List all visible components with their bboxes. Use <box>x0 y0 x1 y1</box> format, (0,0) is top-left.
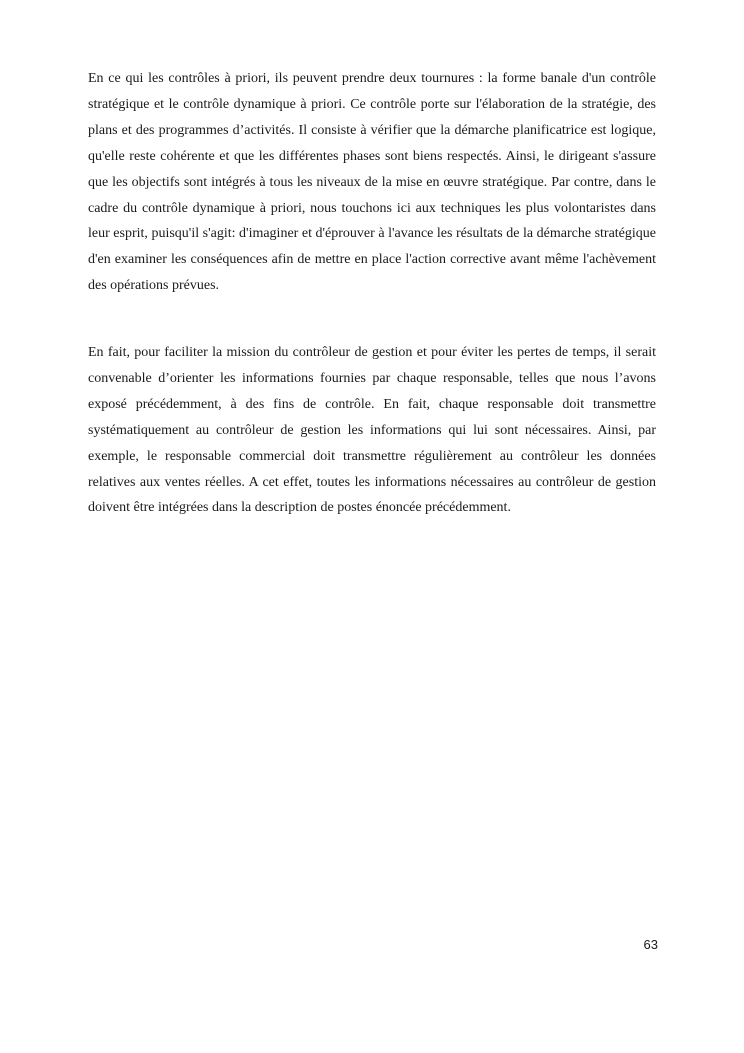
page-number: 63 <box>643 937 658 952</box>
paragraph-controleur-de-gestion: En fait, pour faciliter la mission du contrôleur de gestion et pour éviter les pertes de temps, il serait convenable d’orienter les informations fournies par chaque responsable, telles que nous l’avons exposé précédemment, à des fins de contrôle. En fait, chaque responsable doit transmettre systématiquement au contrôleur de gestion les informations qui lui sont nécessaires. Ainsi, par exemple, le responsable commercial doit transmettre régulièrement au contrôleur les données relatives aux ventes réelles. A cet effet, toutes les informations nécessaires au contrôleur de gestion doivent être intégrées dans la description de postes énoncée précédemment. <box>88 345 656 516</box>
paragraph-controle-a-priori: En ce qui les contrôles à priori, ils peuvent prendre deux tournures : la forme banale d'un contrôle stratégique et le contrôle dynamique à priori. Ce contrôle porte sur l'élaboration de la stratégie, des plans et des programmes d’activités. Il consiste à vérifier que la démarche planificatrice est logique, qu'elle reste cohérente et que les différentes phases sont biens respectés. Ainsi, le dirigeant s'assure que les objectifs sont intégrés à tous les niveaux de la mise en œuvre stratégique. Par contre, dans le cadre du contrôle dynamique à priori, nous touchons ici aux techniques les plus volontaristes dans leur esprit, puisqu'il s'agit: d'imaginer et d'éprouver à l'avance les résultats de la démarche stratégique d'en examiner les conséquences afin de mettre en place l'action corrective avant même l'achèvement des opérations prévues. <box>88 71 656 294</box>
